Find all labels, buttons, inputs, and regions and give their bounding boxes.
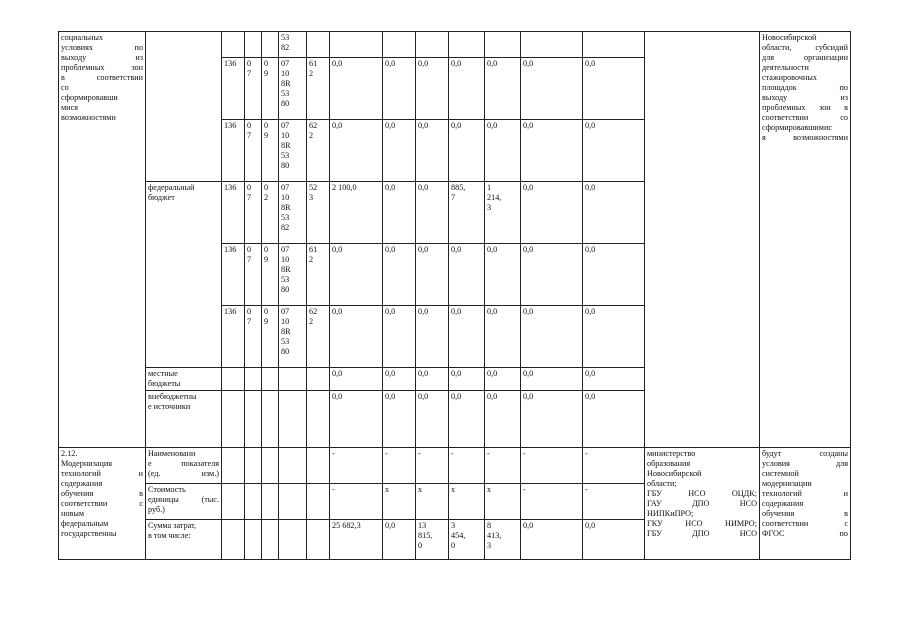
text-line: 0 — [247, 121, 252, 130]
text-line: проблемных зон в — [762, 103, 848, 112]
text-line: 61 — [309, 245, 318, 254]
text-line: 0 — [247, 59, 252, 68]
text-line: 7 — [451, 193, 456, 202]
value-cell: 0,0 — [383, 58, 416, 120]
text-line: модернизации — [762, 479, 812, 488]
value-cell — [485, 520, 521, 560]
value-cell: - — [583, 484, 645, 520]
value-cell: 0,0 — [416, 368, 449, 391]
value-cell: 0,0 — [383, 391, 416, 448]
text-line: 80 — [281, 161, 290, 170]
value-cell: 0,0 — [449, 368, 485, 391]
pr-cell — [262, 520, 279, 560]
pr-cell — [262, 58, 279, 120]
text-line: 2 — [309, 317, 314, 326]
text-line: федеральным — [61, 519, 109, 528]
rz-cell — [245, 244, 262, 306]
text-line: сформировавшимис — [762, 123, 832, 132]
text-line: 3 — [487, 203, 492, 212]
value-cell: 0,0 — [383, 520, 416, 560]
value-cell — [485, 32, 521, 58]
indicator-label-cell — [146, 448, 222, 484]
value-cell: 0,0 — [330, 391, 383, 448]
text-line: 1 — [487, 183, 492, 192]
value-cell: x — [485, 484, 521, 520]
value-cell: 0,0 — [330, 244, 383, 306]
rz-cell — [245, 58, 262, 120]
value-cell: 0,0 — [521, 120, 583, 182]
value-cell: 0,0 — [583, 244, 645, 306]
text-line: 8R — [281, 327, 291, 336]
rz-cell — [245, 520, 262, 560]
value-cell: 0,0 — [416, 120, 449, 182]
text-line: 80 — [281, 347, 290, 356]
text-line: ГКУ НСО НИМРО; — [647, 519, 757, 528]
vr-cell — [307, 391, 330, 448]
text-line: содержания — [762, 499, 804, 508]
value-cell: - — [330, 484, 383, 520]
text-line: 0 — [451, 541, 456, 550]
csr-cell — [279, 182, 307, 244]
csr-cell — [279, 448, 307, 484]
text-line: стажировочных — [762, 73, 817, 82]
expected-result-cell — [760, 32, 851, 448]
value-cell — [485, 182, 521, 244]
value-cell: 0,0 — [449, 120, 485, 182]
value-cell: 0,0 — [485, 120, 521, 182]
value-cell: 0,0 — [521, 520, 583, 560]
csr-cell — [279, 368, 307, 391]
text-line: бюджеты — [148, 379, 181, 388]
text-line: 7 — [247, 131, 252, 140]
vr-cell — [307, 182, 330, 244]
value-cell: - — [583, 448, 645, 484]
text-line: 61 — [309, 59, 318, 68]
text-line: 53 — [281, 33, 290, 42]
funding-source-cell — [146, 32, 222, 182]
text-line: технологий и — [61, 469, 143, 478]
rz-cell — [245, 32, 262, 58]
text-line: 885, — [451, 183, 466, 192]
pr-cell — [262, 448, 279, 484]
value-cell: 0,0 — [485, 58, 521, 120]
text-line: я возможностями — [762, 133, 848, 142]
csr-cell — [279, 58, 307, 120]
text-line: выходу из — [61, 53, 143, 62]
text-line: 53 — [281, 89, 290, 98]
value-cell: - — [330, 448, 383, 484]
text-line: 82 — [281, 43, 290, 52]
value-cell: 0,0 — [521, 306, 583, 368]
csr-cell — [279, 120, 307, 182]
text-line: условия для — [762, 459, 848, 468]
text-line: федеральный — [148, 183, 195, 192]
text-line: условиях по — [61, 43, 143, 52]
rz-cell — [245, 368, 262, 391]
value-cell: 0,0 — [485, 391, 521, 448]
vr-cell — [307, 58, 330, 120]
value-cell: - — [416, 448, 449, 484]
value-cell: - — [521, 484, 583, 520]
grbs-cell: 136 — [222, 182, 245, 244]
text-line: в соответствии — [61, 73, 143, 82]
text-line: 53 — [281, 337, 290, 346]
value-cell: 0,0 — [449, 58, 485, 120]
text-line: будут созданы — [762, 449, 848, 458]
value-cell: 0,0 — [449, 244, 485, 306]
text-line: внебюджетны — [148, 392, 197, 401]
pr-cell — [262, 182, 279, 244]
text-line: 62 — [309, 121, 318, 130]
text-line: 07 — [281, 307, 290, 316]
text-line: обучения в — [61, 489, 143, 498]
text-line: 53 — [281, 151, 290, 160]
table-row — [59, 448, 851, 484]
value-cell: 0,0 — [416, 306, 449, 368]
text-line: 80 — [281, 99, 290, 108]
text-line: 80 — [281, 285, 290, 294]
value-cell: 0,0 — [449, 306, 485, 368]
value-cell: x — [416, 484, 449, 520]
funding-source-cell — [146, 368, 222, 391]
text-line: 07 — [281, 59, 290, 68]
text-line: 9 — [264, 69, 269, 78]
value-cell: 0,0 — [485, 244, 521, 306]
value-cell: 0,0 — [330, 306, 383, 368]
grbs-cell — [222, 368, 245, 391]
text-line: 53 — [281, 275, 290, 284]
text-line: 9 — [264, 131, 269, 140]
text-line: 10 — [281, 255, 290, 264]
text-line: государственны — [61, 529, 117, 538]
vr-cell — [307, 448, 330, 484]
text-line: системной — [762, 469, 799, 478]
vr-cell — [307, 484, 330, 520]
value-cell: x — [383, 484, 416, 520]
text-line: 0 — [264, 245, 269, 254]
text-line: Новосибирской — [647, 469, 702, 478]
funding-source-cell — [146, 182, 222, 368]
text-line: 0 — [264, 121, 269, 130]
text-line: ГБУ ДПО НСО — [647, 529, 757, 538]
value-cell — [583, 32, 645, 58]
text-line: е показателя — [148, 459, 219, 468]
grbs-cell: 136 — [222, 306, 245, 368]
value-cell — [449, 182, 485, 244]
text-line: 10 — [281, 193, 290, 202]
value-cell — [330, 32, 383, 58]
vr-cell — [307, 244, 330, 306]
text-line: 3 — [487, 541, 492, 550]
text-line: технологий и — [762, 489, 848, 498]
grbs-cell: 136 — [222, 58, 245, 120]
text-line: обучения в — [762, 509, 848, 518]
text-line: местные — [148, 369, 178, 378]
value-cell — [521, 32, 583, 58]
text-line: 7 — [247, 69, 252, 78]
text-line: 214, — [487, 193, 502, 202]
text-line: в том числе: — [148, 531, 191, 540]
text-line: соответствии с — [61, 499, 143, 508]
text-line: 10 — [281, 131, 290, 140]
text-line: 8 — [487, 521, 492, 530]
grbs-cell — [222, 520, 245, 560]
value-cell: 0,0 — [583, 182, 645, 244]
csr-cell — [279, 391, 307, 448]
text-line: единицы (тыс. — [148, 495, 219, 504]
value-cell: - — [485, 448, 521, 484]
text-line: ГАУ ДПО НСО — [647, 499, 757, 508]
text-line: ФГОС по — [762, 529, 848, 538]
value-cell — [383, 32, 416, 58]
value-cell: 0,0 — [330, 120, 383, 182]
value-cell: 0,0 — [383, 244, 416, 306]
text-line: 07 — [281, 183, 290, 192]
text-line: 82 — [281, 223, 290, 232]
rz-cell — [245, 182, 262, 244]
text-line: со — [61, 83, 69, 92]
text-line: 0 — [264, 59, 269, 68]
value-cell: 0,0 — [416, 391, 449, 448]
program-table — [58, 31, 851, 560]
vr-cell — [307, 520, 330, 560]
rz-cell — [245, 448, 262, 484]
text-line: для организации — [762, 53, 848, 62]
text-line: (ед. изм.) — [148, 469, 219, 478]
value-cell — [416, 32, 449, 58]
value-cell: 0,0 — [521, 368, 583, 391]
value-cell: 0,0 — [330, 58, 383, 120]
value-cell: x — [449, 484, 485, 520]
text-line: выходу из — [762, 93, 848, 102]
grbs-cell — [222, 32, 245, 58]
pr-cell — [262, 244, 279, 306]
text-line: 53 — [281, 213, 290, 222]
rz-cell — [245, 391, 262, 448]
value-cell: 0,0 — [330, 368, 383, 391]
text-line: 0 — [247, 307, 252, 316]
text-line: соответствии со — [762, 113, 848, 122]
value-cell: 0,0 — [521, 391, 583, 448]
text-line: ГБУ НСО ОЦДК; — [647, 489, 757, 498]
value-cell: - — [521, 448, 583, 484]
text-line: бюджет — [148, 193, 175, 202]
value-cell: 0,0 — [383, 120, 416, 182]
pr-cell — [262, 391, 279, 448]
vr-cell — [307, 368, 330, 391]
text-line: социальных — [61, 33, 103, 42]
text-line: 0 — [264, 183, 269, 192]
event-name-cell — [59, 32, 146, 448]
executors-cell — [645, 448, 760, 560]
text-line: мися — [61, 103, 78, 112]
csr-cell — [279, 520, 307, 560]
table-row — [59, 32, 851, 58]
text-line: НИПКиПРО; — [647, 509, 694, 518]
grbs-cell: 136 — [222, 120, 245, 182]
text-line: новым — [61, 509, 85, 518]
value-cell: 0,0 — [485, 368, 521, 391]
text-line: 413, — [487, 531, 502, 540]
vr-cell — [307, 306, 330, 368]
text-line: области, субсидий — [762, 43, 848, 52]
vr-cell — [307, 32, 330, 58]
expected-result-cell — [760, 448, 851, 560]
text-line: 7 — [247, 255, 252, 264]
text-line: 07 — [281, 245, 290, 254]
text-line: 7 — [247, 193, 252, 202]
csr-cell — [279, 484, 307, 520]
text-line: 9 — [264, 317, 269, 326]
vr-cell — [307, 120, 330, 182]
pr-cell — [262, 306, 279, 368]
executors-cell — [645, 32, 760, 448]
pr-cell — [262, 368, 279, 391]
value-cell: 0,0 — [583, 391, 645, 448]
text-line: Сумма затрат, — [148, 521, 197, 530]
text-line: возможностями — [61, 113, 116, 122]
text-line: деятельности — [762, 63, 809, 72]
grbs-cell — [222, 448, 245, 484]
value-cell: 0,0 — [383, 306, 416, 368]
funding-source-cell — [146, 391, 222, 448]
value-cell: 0,0 — [416, 182, 449, 244]
text-line: 10 — [281, 69, 290, 78]
text-line: 8R — [281, 141, 291, 150]
text-line: 8R — [281, 203, 291, 212]
text-line: 2 — [309, 131, 314, 140]
pr-cell — [262, 120, 279, 182]
text-line: 2 — [264, 193, 269, 202]
value-cell: 0,0 — [583, 520, 645, 560]
text-line: 52 — [309, 183, 318, 192]
text-line: содержания — [61, 479, 103, 488]
text-line: области; — [647, 479, 677, 488]
text-line: 3 — [309, 193, 314, 202]
text-line: Новосибирской — [762, 33, 817, 42]
text-line: 8R — [281, 265, 291, 274]
text-line: 13 — [418, 521, 427, 530]
text-line: 9 — [264, 255, 269, 264]
value-cell: 0,0 — [521, 58, 583, 120]
unit-cost-label-cell — [146, 484, 222, 520]
csr-cell — [279, 32, 307, 58]
text-line: 454, — [451, 531, 466, 540]
text-line: 07 — [281, 121, 290, 130]
pr-cell — [262, 484, 279, 520]
value-cell — [449, 520, 485, 560]
value-cell: 0,0 — [485, 306, 521, 368]
value-cell: 25 682,3 — [330, 520, 383, 560]
text-line: 0 — [418, 541, 423, 550]
text-line: 7 — [247, 317, 252, 326]
grbs-cell — [222, 391, 245, 448]
text-line: образования — [647, 459, 691, 468]
rz-cell — [245, 306, 262, 368]
value-cell — [449, 32, 485, 58]
value-cell: 0,0 — [583, 368, 645, 391]
value-cell: 0,0 — [416, 58, 449, 120]
text-line: 2 — [309, 255, 314, 264]
value-cell: 0,0 — [583, 58, 645, 120]
value-cell: 0,0 — [416, 244, 449, 306]
text-line: 0 — [247, 183, 252, 192]
text-line: соответствии с — [762, 519, 848, 528]
text-line: 62 — [309, 307, 318, 316]
value-cell: - — [449, 448, 485, 484]
text-line: 2 — [309, 69, 314, 78]
value-cell — [416, 520, 449, 560]
text-line: 0 — [264, 307, 269, 316]
text-line: 3 — [451, 521, 456, 530]
value-cell: 0,0 — [449, 391, 485, 448]
text-line: Наименовани — [148, 449, 196, 458]
text-line: проблемных зон — [61, 63, 143, 72]
value-cell: 0,0 — [383, 368, 416, 391]
text-line: 2.12. — [61, 449, 78, 458]
value-cell: 0,0 — [583, 120, 645, 182]
grbs-cell: 136 — [222, 244, 245, 306]
value-cell: 2 100,0 — [330, 182, 383, 244]
grbs-cell — [222, 484, 245, 520]
text-line: е источники — [148, 402, 191, 411]
pr-cell — [262, 32, 279, 58]
text-line: 815, — [418, 531, 433, 540]
text-line: Модернизация — [61, 459, 112, 468]
total-cost-label-cell — [146, 520, 222, 560]
rz-cell — [245, 484, 262, 520]
text-line: 0 — [247, 245, 252, 254]
text-line: 10 — [281, 317, 290, 326]
value-cell: 0,0 — [521, 182, 583, 244]
csr-cell — [279, 244, 307, 306]
text-line: Стоимость — [148, 485, 186, 494]
csr-cell — [279, 306, 307, 368]
text-line: сформировавши — [61, 93, 118, 102]
value-cell: 0,0 — [583, 306, 645, 368]
value-cell: - — [383, 448, 416, 484]
event-name-cell — [59, 448, 146, 560]
rz-cell — [245, 120, 262, 182]
value-cell: 0,0 — [521, 244, 583, 306]
text-line: руб.) — [148, 505, 165, 514]
text-line: министерство — [647, 449, 696, 458]
text-line: 8R — [281, 79, 291, 88]
text-line: площадок по — [762, 83, 848, 92]
value-cell: 0,0 — [383, 182, 416, 244]
